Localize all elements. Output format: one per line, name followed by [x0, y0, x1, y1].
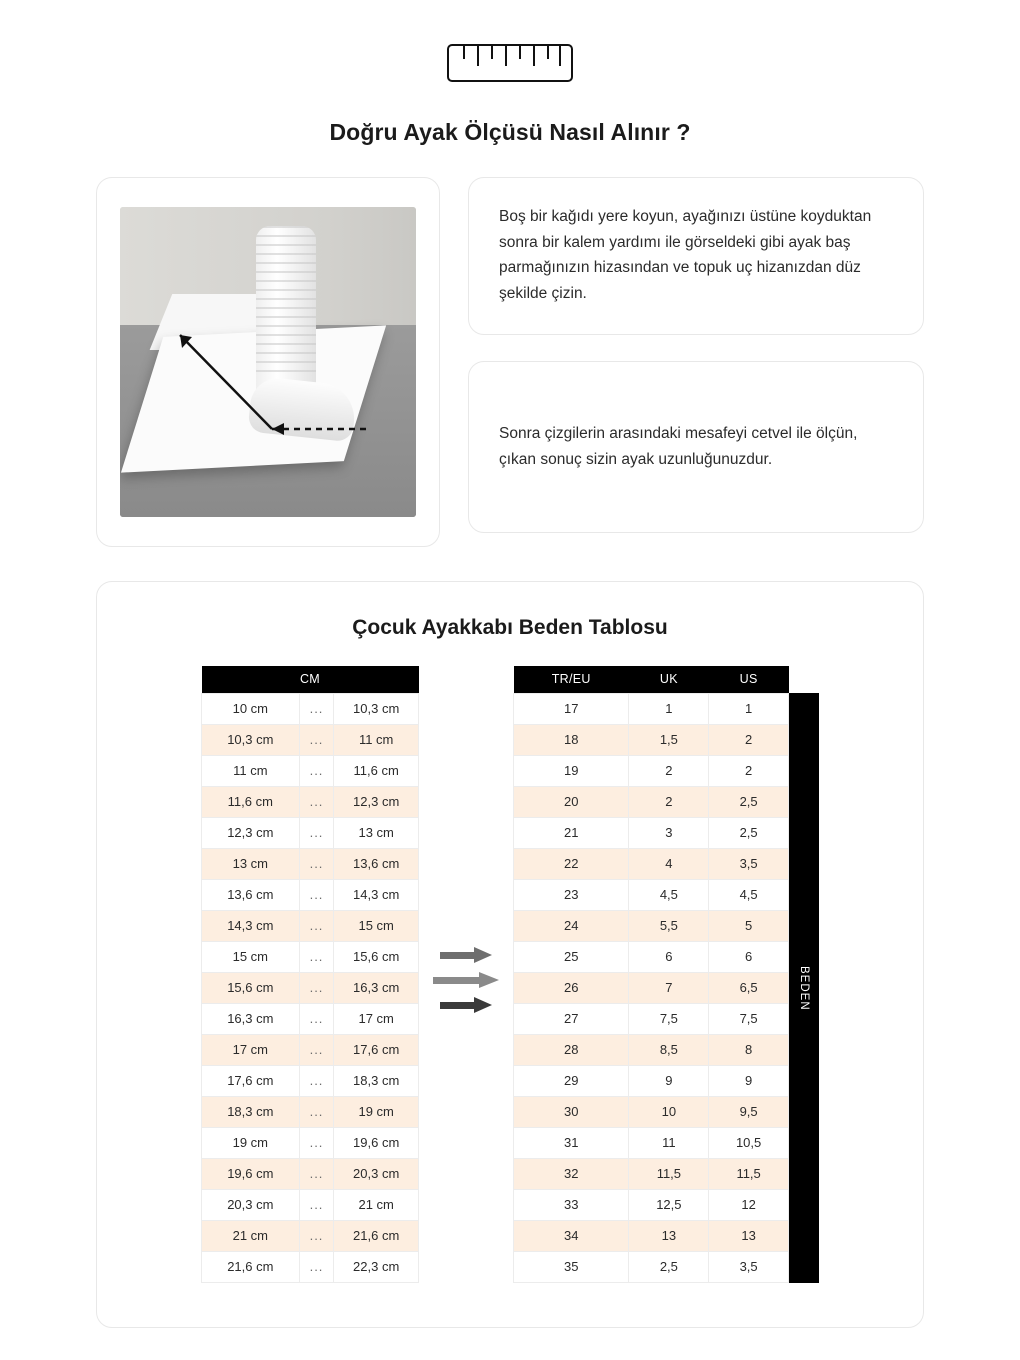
- tr-eu-value: 22: [514, 848, 629, 879]
- tr-eu-value: 21: [514, 817, 629, 848]
- cm-table-body: [202, 693, 419, 1282]
- range-dots: ...: [299, 1003, 334, 1034]
- cm-from: 17 cm: [202, 1034, 300, 1065]
- us-value: 6,5: [709, 972, 789, 1003]
- table-row: [202, 1034, 419, 1065]
- cm-to: 10,3 cm: [334, 693, 419, 724]
- us-value: 10,5: [709, 1127, 789, 1158]
- us-value: 9: [709, 1065, 789, 1096]
- cm-from: 11,6 cm: [202, 786, 300, 817]
- table-row: [514, 910, 789, 941]
- table-row: [202, 755, 419, 786]
- table-row: [514, 1158, 789, 1189]
- uk-value: 3: [629, 817, 709, 848]
- uk-value: 2,5: [629, 1251, 709, 1282]
- table-row: [202, 1158, 419, 1189]
- us-value: 4,5: [709, 879, 789, 910]
- tr-eu-value: 27: [514, 1003, 629, 1034]
- range-dots: ...: [299, 1065, 334, 1096]
- cm-to: 15 cm: [334, 910, 419, 941]
- range-dots: ...: [299, 1189, 334, 1220]
- us-value: 8: [709, 1034, 789, 1065]
- us-value: 3,5: [709, 1251, 789, 1282]
- table-row: [514, 724, 789, 755]
- range-dots: ...: [299, 1034, 334, 1065]
- cm-from: 15 cm: [202, 941, 300, 972]
- cm-to: 20,3 cm: [334, 1158, 419, 1189]
- cm-to: 19 cm: [334, 1096, 419, 1127]
- table-row: [202, 1096, 419, 1127]
- table-row: [514, 1251, 789, 1282]
- table-row: [202, 1127, 419, 1158]
- cm-to: 13,6 cm: [334, 848, 419, 879]
- range-dots: ...: [299, 1096, 334, 1127]
- beden-label-text: BEDEN: [798, 965, 810, 1011]
- us-value: 5: [709, 910, 789, 941]
- table-row: [202, 1251, 419, 1282]
- cm-from: 17,6 cm: [202, 1065, 300, 1096]
- header-tr-eu: TR/EU: [514, 666, 629, 693]
- range-dots: ...: [299, 1220, 334, 1251]
- uk-value: 1,5: [629, 724, 709, 755]
- range-dots: ...: [299, 1127, 334, 1158]
- us-value: 6: [709, 941, 789, 972]
- table-row: [202, 786, 419, 817]
- range-dots: ...: [299, 693, 334, 724]
- cm-from: 12,3 cm: [202, 817, 300, 848]
- cm-from: 16,3 cm: [202, 1003, 300, 1034]
- tr-eu-value: 26: [514, 972, 629, 1003]
- cm-to: 22,3 cm: [334, 1251, 419, 1282]
- table-row: [514, 941, 789, 972]
- table-row: [202, 693, 419, 724]
- table-row: [514, 1220, 789, 1251]
- table-row: [202, 910, 419, 941]
- uk-value: 7,5: [629, 1003, 709, 1034]
- table-row: [514, 1003, 789, 1034]
- cm-from: 19 cm: [202, 1127, 300, 1158]
- uk-value: 12,5: [629, 1189, 709, 1220]
- table-row: [202, 972, 419, 1003]
- uk-value: 2: [629, 755, 709, 786]
- tr-eu-value: 29: [514, 1065, 629, 1096]
- arrow-right-icon: [440, 947, 492, 963]
- cm-to: 21,6 cm: [334, 1220, 419, 1251]
- us-value: 13: [709, 1220, 789, 1251]
- us-value: 9,5: [709, 1096, 789, 1127]
- cm-to: 12,3 cm: [334, 786, 419, 817]
- range-dots: ...: [299, 786, 334, 817]
- beden-side-label: [789, 693, 819, 1283]
- table-row: [514, 848, 789, 879]
- uk-value: 10: [629, 1096, 709, 1127]
- cm-table: [201, 666, 419, 1283]
- arrow-right-icon: [433, 972, 499, 988]
- table-row: [202, 941, 419, 972]
- us-value: 12: [709, 1189, 789, 1220]
- tr-eu-value: 19: [514, 755, 629, 786]
- table-row: [202, 1003, 419, 1034]
- table-row: [514, 1065, 789, 1096]
- uk-value: 4: [629, 848, 709, 879]
- cm-to: 15,6 cm: [334, 941, 419, 972]
- range-dots: ...: [299, 817, 334, 848]
- measure-arrow-icon: [120, 207, 416, 517]
- table-row: [514, 1127, 789, 1158]
- cm-to: 13 cm: [334, 817, 419, 848]
- uk-value: 13: [629, 1220, 709, 1251]
- cm-from: 21 cm: [202, 1220, 300, 1251]
- us-value: 2: [709, 755, 789, 786]
- table-row: [202, 848, 419, 879]
- cm-to: 17,6 cm: [334, 1034, 419, 1065]
- size-table-card: [96, 581, 924, 1328]
- range-dots: ...: [299, 755, 334, 786]
- us-value: 11,5: [709, 1158, 789, 1189]
- table-row: [514, 817, 789, 848]
- table-row: [514, 693, 789, 724]
- tables-wrap: [97, 666, 923, 1283]
- cm-from: 11 cm: [202, 755, 300, 786]
- cm-from: 14,3 cm: [202, 910, 300, 941]
- ruler-icon-wrap: [0, 44, 1020, 82]
- table-row: [202, 1220, 419, 1251]
- table-row: [514, 1096, 789, 1127]
- us-value: 2,5: [709, 786, 789, 817]
- table-row: [202, 817, 419, 848]
- us-value: 3,5: [709, 848, 789, 879]
- cm-from: 15,6 cm: [202, 972, 300, 1003]
- table-row: [202, 1189, 419, 1220]
- cm-to: 16,3 cm: [334, 972, 419, 1003]
- table-row: [514, 755, 789, 786]
- tr-eu-value: 25: [514, 941, 629, 972]
- table-row: [514, 879, 789, 910]
- table-row: [514, 1034, 789, 1065]
- cm-to: 18,3 cm: [334, 1065, 419, 1096]
- uk-value: 7: [629, 972, 709, 1003]
- header-us: US: [709, 666, 789, 693]
- tr-eu-value: 33: [514, 1189, 629, 1220]
- instruction-texts: [468, 177, 924, 533]
- range-dots: ...: [299, 910, 334, 941]
- foot-measure-photo: [120, 207, 416, 517]
- tr-eu-value: 28: [514, 1034, 629, 1065]
- uk-value: 4,5: [629, 879, 709, 910]
- instruction-step-2: Sonra çizgilerin arasındaki mesafeyi cetvel ile ölçün, çıkan sonuç sizin ayak uzunluğunuzdur.: [468, 361, 924, 533]
- us-value: 2: [709, 724, 789, 755]
- range-dots: ...: [299, 879, 334, 910]
- size-table: [513, 666, 789, 1283]
- tr-eu-value: 30: [514, 1096, 629, 1127]
- uk-value: 9: [629, 1065, 709, 1096]
- uk-value: 6: [629, 941, 709, 972]
- cm-from: 13 cm: [202, 848, 300, 879]
- header-uk: UK: [629, 666, 709, 693]
- cm-from: 20,3 cm: [202, 1189, 300, 1220]
- arrow-right-icon: [440, 997, 492, 1013]
- cm-from: 10,3 cm: [202, 724, 300, 755]
- cm-to: 21 cm: [334, 1189, 419, 1220]
- table-row: [202, 1065, 419, 1096]
- us-value: 7,5: [709, 1003, 789, 1034]
- cm-from: 19,6 cm: [202, 1158, 300, 1189]
- tr-eu-value: 17: [514, 693, 629, 724]
- tr-eu-value: 20: [514, 786, 629, 817]
- range-dots: ...: [299, 972, 334, 1003]
- cm-to: 19,6 cm: [334, 1127, 419, 1158]
- tr-eu-value: 32: [514, 1158, 629, 1189]
- tr-eu-value: 18: [514, 724, 629, 755]
- table-row: [202, 724, 419, 755]
- us-value: 1: [709, 693, 789, 724]
- uk-value: 2: [629, 786, 709, 817]
- tr-eu-value: 23: [514, 879, 629, 910]
- table-row: [514, 1189, 789, 1220]
- range-dots: ...: [299, 1158, 334, 1189]
- size-table-body: [514, 693, 789, 1282]
- range-dots: ...: [299, 724, 334, 755]
- cm-to: 11 cm: [334, 724, 419, 755]
- cm-from: 13,6 cm: [202, 879, 300, 910]
- cm-to: 17 cm: [334, 1003, 419, 1034]
- tr-eu-value: 35: [514, 1251, 629, 1282]
- cm-from: 18,3 cm: [202, 1096, 300, 1127]
- cm-to: 14,3 cm: [334, 879, 419, 910]
- cm-from: 21,6 cm: [202, 1251, 300, 1282]
- tr-eu-value: 34: [514, 1220, 629, 1251]
- tr-eu-value: 24: [514, 910, 629, 941]
- table-row: [202, 879, 419, 910]
- uk-value: 5,5: [629, 910, 709, 941]
- table-row: [514, 972, 789, 1003]
- us-value: 2,5: [709, 817, 789, 848]
- conversion-arrows: [419, 937, 513, 1013]
- uk-value: 1: [629, 693, 709, 724]
- uk-value: 11: [629, 1127, 709, 1158]
- range-dots: ...: [299, 848, 334, 879]
- ruler-icon: [447, 44, 573, 82]
- cm-to: 11,6 cm: [334, 755, 419, 786]
- instructions-section: [0, 177, 1020, 547]
- photo-card: [96, 177, 440, 547]
- cm-header: CM: [202, 666, 419, 693]
- page-title: Doğru Ayak Ölçüsü Nasıl Alınır ?: [329, 119, 691, 145]
- table-row: [514, 786, 789, 817]
- range-dots: ...: [299, 941, 334, 972]
- tr-eu-value: 31: [514, 1127, 629, 1158]
- size-table-title: Çocuk Ayakkabı Beden Tablosu: [352, 616, 668, 639]
- instruction-step-1: Boş bir kağıdı yere koyun, ayağınızı üstüne koyduktan sonra bir kalem yardımı ile görseldeki gibi ayak baş parmağınızın hizasından ve topuk uç hizanızdan düz şekilde çizin.: [468, 177, 924, 335]
- uk-value: 11,5: [629, 1158, 709, 1189]
- range-dots: ...: [299, 1251, 334, 1282]
- uk-value: 8,5: [629, 1034, 709, 1065]
- cm-from: 10 cm: [202, 693, 300, 724]
